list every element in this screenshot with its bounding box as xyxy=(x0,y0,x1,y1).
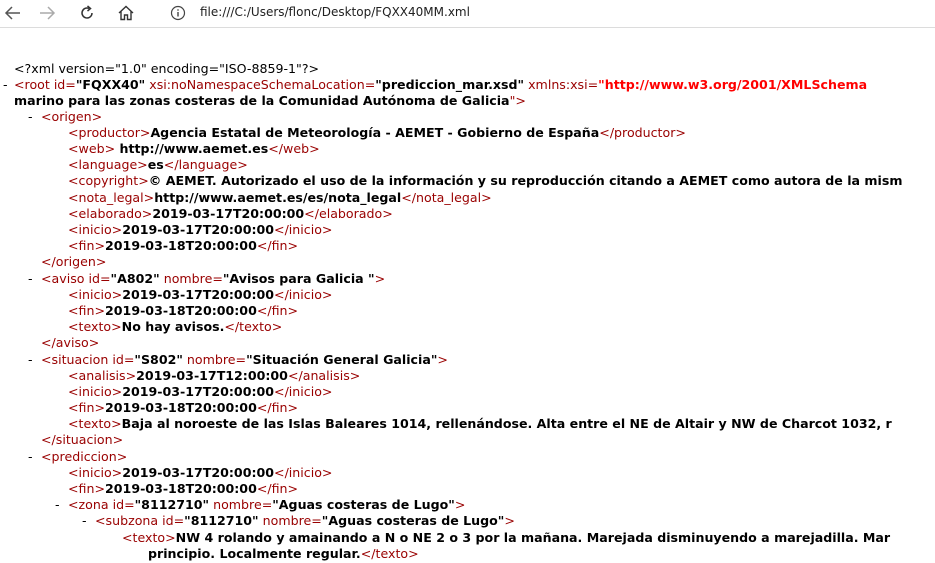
subzona-tag-name: <subzona xyxy=(95,513,163,528)
texto-close: </texto> xyxy=(224,319,283,334)
nota-legal-close: </nota_legal> xyxy=(401,190,492,205)
browser-toolbar xyxy=(0,0,935,28)
inicio-value: 2019-03-17T20:00:00 xyxy=(122,222,275,237)
subzona-id-value: "8112710" xyxy=(184,513,259,528)
productor-value: Agencia Estatal de Meteorología - AEMET - Gobierno de España xyxy=(150,125,600,140)
info-icon[interactable] xyxy=(170,5,186,21)
zona-id-attr: id= xyxy=(112,497,135,512)
aviso-open-tag xyxy=(41,271,385,287)
root-tag-name: <root xyxy=(14,77,54,92)
root-ns-attr: xsi:noNamespaceSchemaLocation= xyxy=(145,77,376,92)
analisis-close: </analisis> xyxy=(287,368,361,383)
situacion-close-tag xyxy=(41,432,123,448)
collapse-origen-toggle[interactable]: - xyxy=(28,109,33,124)
zona-id-value: "8112710" xyxy=(134,497,210,512)
origen-close: </origen> xyxy=(41,254,107,269)
prediccion-open: <prediccion> xyxy=(41,449,128,464)
texto-close: </texto> xyxy=(360,546,419,561)
root-xmlns-value: "http://www.w3.org/2001/XMLSchema xyxy=(598,77,868,92)
texto-open: <texto> xyxy=(68,319,122,334)
productor-open: <productor> xyxy=(68,125,151,140)
zona-tag-name: <zona xyxy=(68,497,113,512)
root-id-attr: id= xyxy=(53,77,76,92)
home-button[interactable] xyxy=(113,2,139,24)
copyright-value: © AEMET. Autorizado el uso de la información y su reproducción citando a AEMET como autora de la mism xyxy=(148,173,903,188)
subzona-texto-cont-line xyxy=(148,546,419,562)
prediccion-inicio-line xyxy=(68,465,332,481)
situacion-texto-value: Baja al noroeste de las Islas Baleares 1014, rellenándose. Alta entre el NE de Altair y NW de Charcot 1032, r xyxy=(121,416,892,431)
origen-inicio-line xyxy=(68,222,332,238)
fin-value: 2019-03-18T20:00:00 xyxy=(105,481,257,496)
origen-open-tag xyxy=(41,109,102,125)
xml-declaration-text: <?xml version="1.0" encoding="ISO-8859-1"?> xyxy=(14,61,320,76)
inicio-open: <inicio> xyxy=(68,384,123,399)
aviso-close-tag xyxy=(41,335,99,351)
inicio-value: 2019-03-17T20:00:00 xyxy=(122,384,275,399)
web-close: </web> xyxy=(268,141,320,156)
nota-legal-line xyxy=(68,190,492,206)
nota-legal-value: http://www.aemet.es/es/nota_legal xyxy=(154,190,402,205)
fin-open: <fin> xyxy=(68,238,106,253)
fin-value: 2019-03-18T20:00:00 xyxy=(105,400,257,415)
root-open-tag-cont xyxy=(14,93,526,109)
fin-close: </fin> xyxy=(256,481,299,496)
root-open-tag xyxy=(14,77,867,93)
origen-fin-line xyxy=(68,238,298,254)
situacion-inicio-line xyxy=(68,384,332,400)
xml-declaration xyxy=(14,61,319,77)
analisis-line xyxy=(68,368,360,384)
aviso-id-attr: id= xyxy=(88,271,111,286)
language-value: es xyxy=(147,157,164,172)
aviso-tag-name: <aviso xyxy=(41,271,89,286)
elaborado-open: <elaborado> xyxy=(68,206,153,221)
collapse-aviso-toggle[interactable]: - xyxy=(28,271,33,286)
subzona-open-tag xyxy=(95,513,515,529)
root-attr-end: "> xyxy=(509,93,526,108)
root-xmlns-attr: xmlns:xsi= xyxy=(524,77,599,92)
subzona-tag-end: > xyxy=(504,513,515,528)
elaborado-line xyxy=(68,206,393,222)
web-line xyxy=(68,141,320,157)
fin-open: <fin> xyxy=(68,481,106,496)
situacion-open-tag xyxy=(41,352,448,368)
situacion-close: </situacion> xyxy=(41,432,124,447)
origen-close-tag xyxy=(41,254,106,270)
root-attr-continuation: marino para las zonas costeras de la Comunidad Autónoma de Galicia xyxy=(14,93,510,108)
copyright-open: <copyright> xyxy=(68,173,149,188)
language-open: <language> xyxy=(68,157,148,172)
fin-close: </fin> xyxy=(256,303,299,318)
inicio-value: 2019-03-17T20:00:00 xyxy=(122,287,275,302)
forward-button[interactable] xyxy=(34,2,60,24)
refresh-icon xyxy=(78,4,96,22)
inicio-open: <inicio> xyxy=(68,222,123,237)
fin-value: 2019-03-18T20:00:00 xyxy=(105,238,257,253)
language-line xyxy=(68,157,248,173)
inicio-open: <inicio> xyxy=(68,287,123,302)
situacion-texto-line xyxy=(68,416,892,432)
subzona-texto-continuation: principio. Localmente regular. xyxy=(148,546,361,561)
aviso-texto-line xyxy=(68,319,282,335)
texto-open: <texto> xyxy=(68,416,122,431)
back-arrow-icon xyxy=(4,5,22,21)
aviso-nombre-value: "Avisos para Galicia " xyxy=(222,271,375,286)
situacion-fin-line xyxy=(68,400,298,416)
language-close: </language> xyxy=(163,157,248,172)
aviso-close: </aviso> xyxy=(41,335,100,350)
zona-nombre-attr: nombre= xyxy=(209,497,273,512)
prediccion-open-tag xyxy=(41,449,127,465)
forward-arrow-icon xyxy=(38,5,56,21)
aviso-inicio-line xyxy=(68,287,332,303)
elaborado-close: </elaborado> xyxy=(304,206,393,221)
xml-viewer xyxy=(0,27,935,563)
address-bar[interactable] xyxy=(164,0,935,26)
inicio-close: </inicio> xyxy=(274,287,333,302)
aviso-tag-end: > xyxy=(374,271,386,286)
collapse-situacion-toggle[interactable]: - xyxy=(28,352,33,367)
fin-value: 2019-03-18T20:00:00 xyxy=(105,303,257,318)
fin-open: <fin> xyxy=(68,400,106,415)
prediccion-fin-line xyxy=(68,481,298,497)
inicio-close: </inicio> xyxy=(274,384,333,399)
zona-nombre-value: "Aguas costeras de Lugo" xyxy=(272,497,455,512)
aviso-fin-line xyxy=(68,303,298,319)
situacion-id-value: "S802" xyxy=(134,352,183,367)
origen-tag: <origen> xyxy=(41,109,103,124)
inicio-close: </inicio> xyxy=(274,222,333,237)
situacion-tag-end: > xyxy=(437,352,448,367)
analisis-value: 2019-03-17T12:00:00 xyxy=(136,368,288,383)
aviso-id-value: "A802" xyxy=(110,271,160,286)
productor-close: </productor> xyxy=(599,125,686,140)
collapse-subzona-toggle[interactable]: - xyxy=(82,513,87,528)
collapse-prediccion-toggle[interactable]: - xyxy=(28,449,33,464)
nota-legal-open: <nota_legal> xyxy=(68,190,155,205)
situacion-nombre-attr: nombre= xyxy=(182,352,247,367)
zona-open-tag xyxy=(68,497,465,513)
subzona-id-attr: id= xyxy=(162,513,185,528)
web-value: http://www.aemet.es xyxy=(115,141,269,156)
aviso-texto-value: No hay avisos. xyxy=(121,319,225,334)
copyright-line xyxy=(68,173,902,189)
subzona-texto-value: NW 4 rolando y amainando a N o NE 2 o 3 por la mañana. Marejada disminuyendo a marejadilla. Mar xyxy=(175,530,891,545)
web-open: <web> xyxy=(68,141,116,156)
back-button[interactable] xyxy=(0,2,26,24)
inicio-close: </inicio> xyxy=(274,465,333,480)
root-ns-value: "prediccion_mar.xsd" xyxy=(375,77,525,92)
fin-close: </fin> xyxy=(256,400,299,415)
fin-close: </fin> xyxy=(256,238,299,253)
subzona-nombre-value: "Aguas costeras de Lugo" xyxy=(321,513,505,528)
situacion-tag-name: <situacion xyxy=(41,352,113,367)
fin-open: <fin> xyxy=(68,303,106,318)
subzona-nombre-attr: nombre= xyxy=(258,513,322,528)
refresh-button[interactable] xyxy=(74,2,100,24)
collapse-zona-toggle[interactable]: - xyxy=(55,497,60,512)
aviso-nombre-attr: nombre= xyxy=(159,271,223,286)
situacion-nombre-value: "Situación General Galicia" xyxy=(246,352,438,367)
texto-open: <texto> xyxy=(122,530,176,545)
collapse-root-toggle[interactable]: - xyxy=(3,77,8,92)
situacion-id-attr: id= xyxy=(112,352,135,367)
productor-line xyxy=(68,125,686,141)
home-icon xyxy=(117,4,135,22)
inicio-open: <inicio> xyxy=(68,465,123,480)
root-id-value: "FQXX40" xyxy=(75,77,146,92)
zona-tag-end: > xyxy=(454,497,466,512)
url-text[interactable]: file:///C:/Users/flonc/Desktop/FQXX40MM.xml xyxy=(200,5,470,19)
analisis-open: <analisis> xyxy=(68,368,137,383)
subzona-texto-line xyxy=(122,530,890,546)
elaborado-value: 2019-03-17T20:00:00 xyxy=(152,206,305,221)
inicio-value: 2019-03-17T20:00:00 xyxy=(122,465,275,480)
